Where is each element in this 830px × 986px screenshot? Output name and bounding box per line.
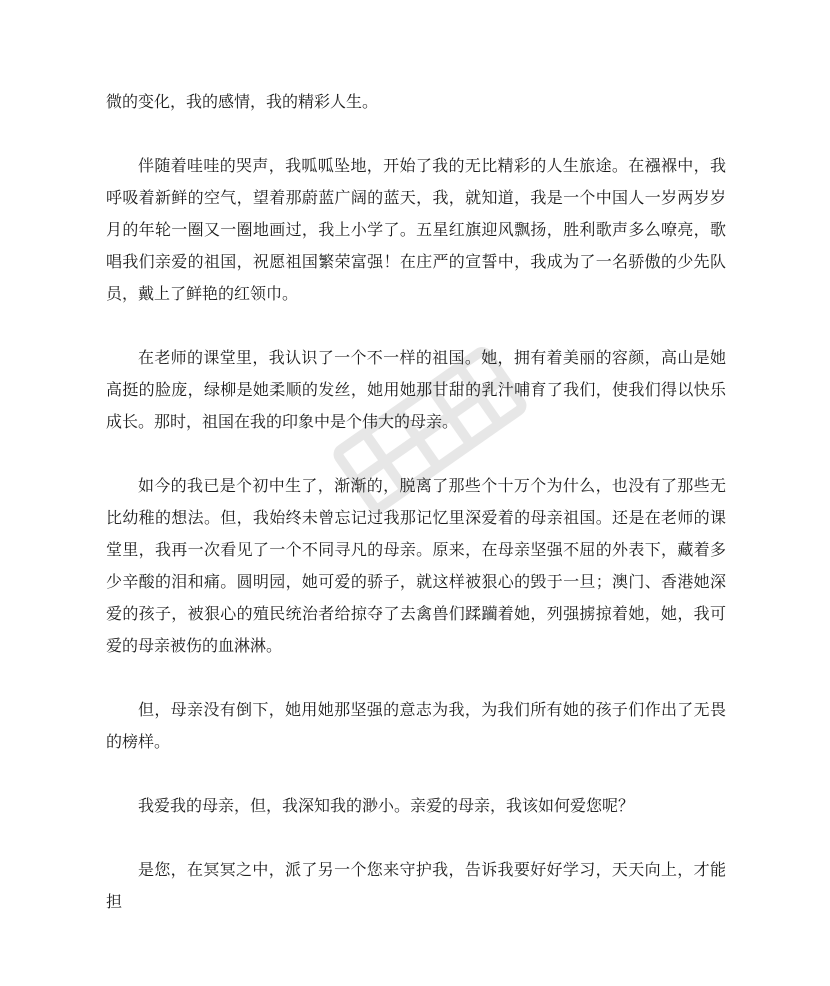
paragraph-birth: 伴随着哇哇的哭声，我呱呱坠地，开始了我的无比精彩的人生旅途。在襁褓中，我呼吸着新鲜的空气，望着那蔚蓝广阔的蓝天，我，就知道，我是一个中国人一岁两岁岁月的年轮一圈又一圈地画过，我上小学了。五星红旗迎风飘扬，胜利歌声多么嘹亮，歌唱我们亲爱的祖国，祝愿祖国繁荣富强！在庄严的宣誓中，我成为了一名骄傲的少先队员，戴上了鲜艳的红领巾。 xyxy=(106,156,726,303)
paragraph-middle-school: 如今的我已是个初中生了，渐渐的，脱离了那些个十万个为什么，也没有了那些无比幼稚的想法。但，我始终未曾忘记过我那记忆里深爱着的母亲祖国。还是在老师的课堂里，我再一次看见了一个不同寻凡的母亲。原来，在母亲坚强不屈的外表下，藏着多少辛酸的泪和痛。圆明园，她可爱的骄子，就这样被狠心的毁于一旦；澳门、香港她深爱的孩子，被狠心的殖民统治者给掠夺了去禽兽们蹂躏着她，列强掳掠着她，她，我可爱的母亲被伤的血淋淋。 xyxy=(106,476,726,655)
paragraph-guardian: 是您，在冥冥之中，派了另一个您来守护我，告诉我要好好学习，天天向上，才能担 xyxy=(106,860,726,911)
paragraph-classroom: 在老师的课堂里，我认识了一个不一样的祖国。她，拥有着美丽的容颜，高山是她高挺的脸庞，绿柳是她柔顺的发丝，她用她那甘甜的乳汁哺育了我们，使我们得以快乐成长。那时，祖国在我的印象中是个伟大的母亲。 xyxy=(106,348,726,431)
paragraph-mother-standing: 但，母亲没有倒下，她用她那坚强的意志为我，为我们所有她的孩子们作出了无畏的榜样。 xyxy=(106,700,726,751)
document-body xyxy=(106,86,726,918)
paragraph-continuation: 微的变化，我的感情，我的精彩人生。 xyxy=(106,92,379,111)
paragraph-love: 我爱我的母亲，但，我深知我的渺小。亲爱的母亲，我该如何爱您呢？ xyxy=(138,796,635,815)
